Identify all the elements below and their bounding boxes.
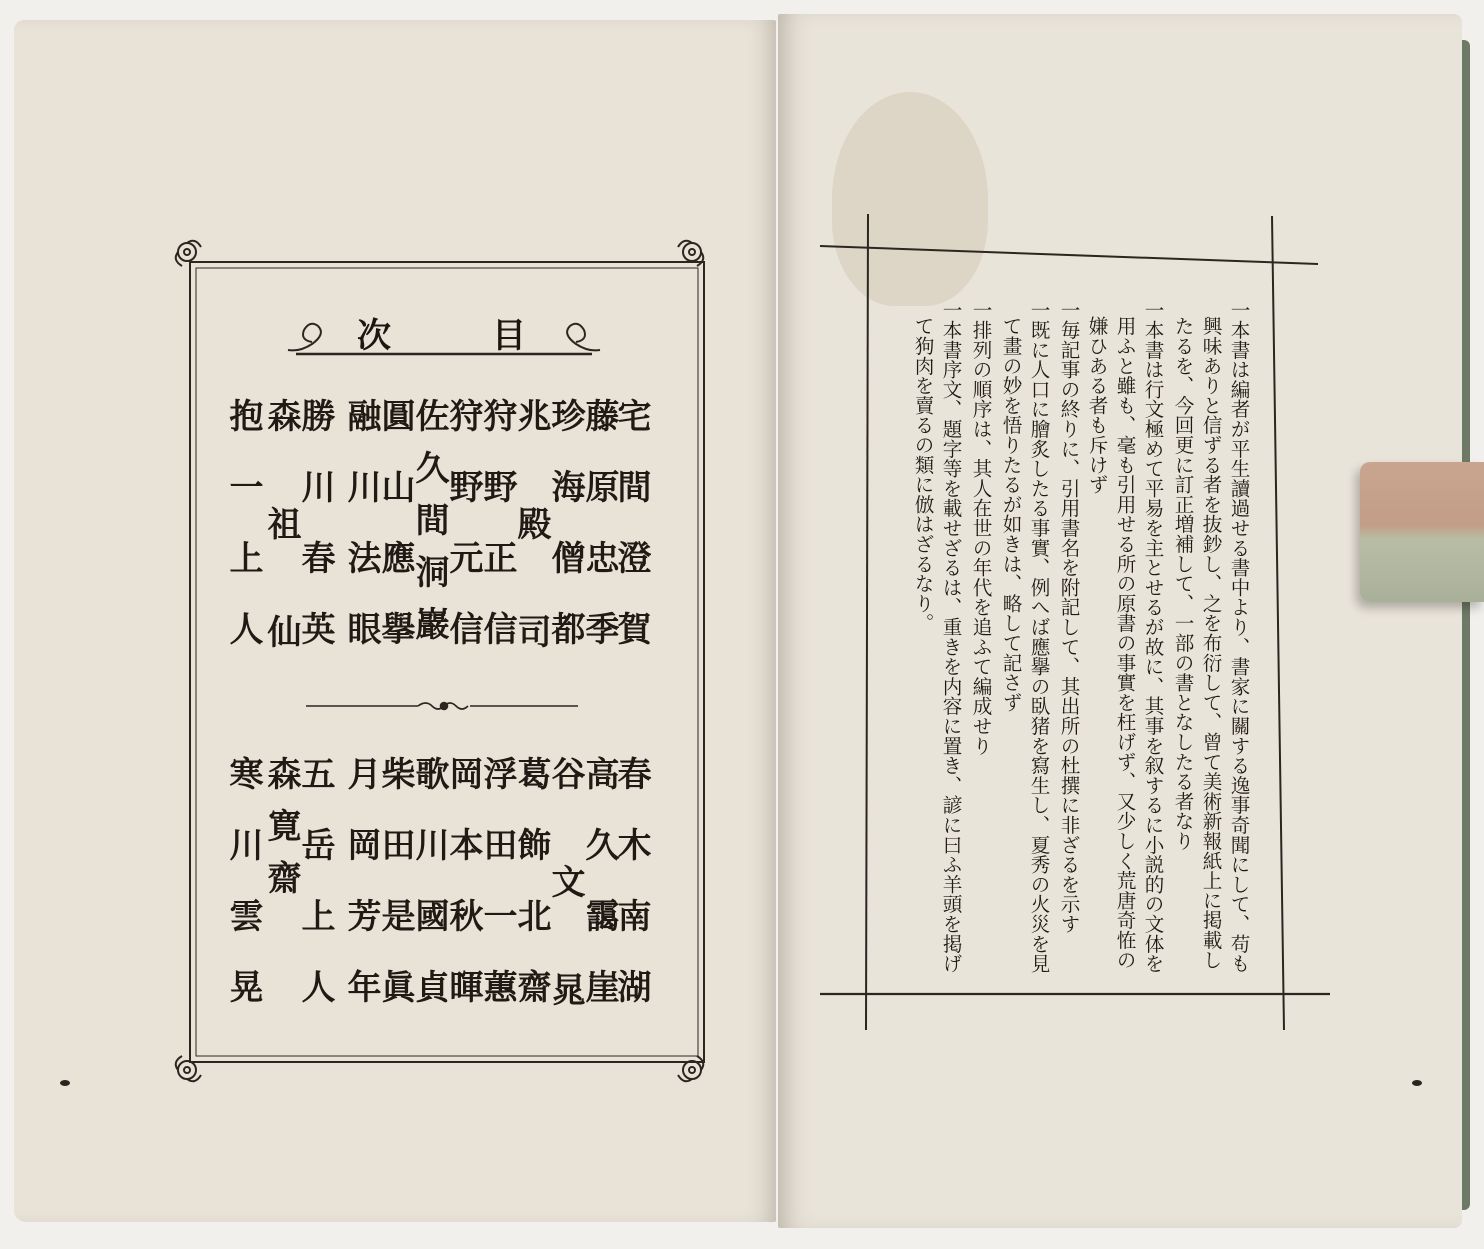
- toc-entry: 圓山應擧: [375, 398, 415, 682]
- toc-entry: 岡本秋暉: [443, 756, 483, 1040]
- toc-entry: 佐久間洞巖: [409, 398, 449, 658]
- toc-entry: 森寛齋: [261, 756, 301, 912]
- page-mark-left: [60, 1080, 70, 1086]
- toc-entry: 谷文晁: [545, 756, 585, 1080]
- toc-title-char-ji: 次: [357, 316, 391, 356]
- note-line: て狗肉を賣るの類に倣はざるなり。: [911, 316, 934, 633]
- toc-entry: 柴田是眞: [375, 756, 415, 1040]
- stone-seal-object: [1360, 462, 1484, 602]
- toc-entry: 珍海僧都: [545, 398, 585, 682]
- toc-entry: 狩野正信: [477, 398, 517, 682]
- note-line: 一排列の順序は、其人在世の年代を追ふて編成せり: [969, 300, 992, 756]
- toc-entry: 月岡芳年: [341, 756, 381, 1040]
- note-line: 一毎記事の終りに、引用書名を附記して、其出所の杜撰に非ざるを示す: [1057, 300, 1080, 934]
- page-mark-right: [1412, 1080, 1422, 1086]
- toc-entry: 融川法眼: [341, 398, 381, 682]
- title-flourish: [288, 324, 600, 354]
- note-line: 一既に人口に膾炙したる事實、例へば應擧の臥猪を寫生し、夏秀の火災を見: [1027, 300, 1050, 974]
- note-line: 一本書序文、題字等を載せざるは、重きを内容に置き、諺に曰ふ羊頭を掲げ: [939, 300, 962, 974]
- toc-entry: 森祖仙: [261, 398, 301, 722]
- toc-entry: 五岳上人: [295, 756, 335, 1040]
- corner-ornament-br: [678, 1056, 703, 1081]
- toc-entry: 歌川國貞: [409, 756, 449, 1040]
- toc-title-char-moku: 目: [492, 316, 526, 356]
- note-line: 嫌ひある者も斥けず: [1085, 316, 1108, 495]
- note-line: 用ふと雖も、毫も引用せる所の原書の事實を枉げず、又少しく荒唐奇恠の: [1113, 316, 1136, 970]
- note-line: 一本書は行文極めて平易を主とせるが故に、其事を叙するに小説的の文体を: [1141, 300, 1164, 974]
- note-line: 興味ありと信ずる者を抜鈔し、之を布衍して、曾て美術新報紙上に掲載し: [1199, 316, 1222, 970]
- toc-entry: 狩野元信: [443, 398, 483, 682]
- note-line: て畫の妙を悟りたるが如きは、略して記さず: [999, 316, 1022, 712]
- toc-entry: 抱一上人: [223, 398, 263, 682]
- toc-entry: 兆殿司: [511, 398, 551, 722]
- toc-entry: 宅間澄賀: [611, 398, 651, 682]
- note-line: たるを、今回更に訂正増補して、一部の書となしたる者なり: [1171, 316, 1194, 851]
- toc-entry: 葛飾北齋: [511, 756, 551, 1040]
- toc-entry: 寒川雲晃: [223, 756, 263, 1040]
- toc-entry: 浮田一蕙: [477, 756, 517, 1040]
- toc-entry: 高久靄崖: [579, 756, 619, 1040]
- toc-entry: 勝川春英: [295, 398, 335, 682]
- toc-entry: 春木南湖: [611, 756, 651, 1040]
- corner-ornament-bl: [176, 1056, 201, 1081]
- note-line: 一本書は編者が平生讀過せる書中より、書家に關する逸事奇聞にして、苟も: [1227, 300, 1250, 974]
- toc-entry: 藤原忠季: [579, 398, 619, 682]
